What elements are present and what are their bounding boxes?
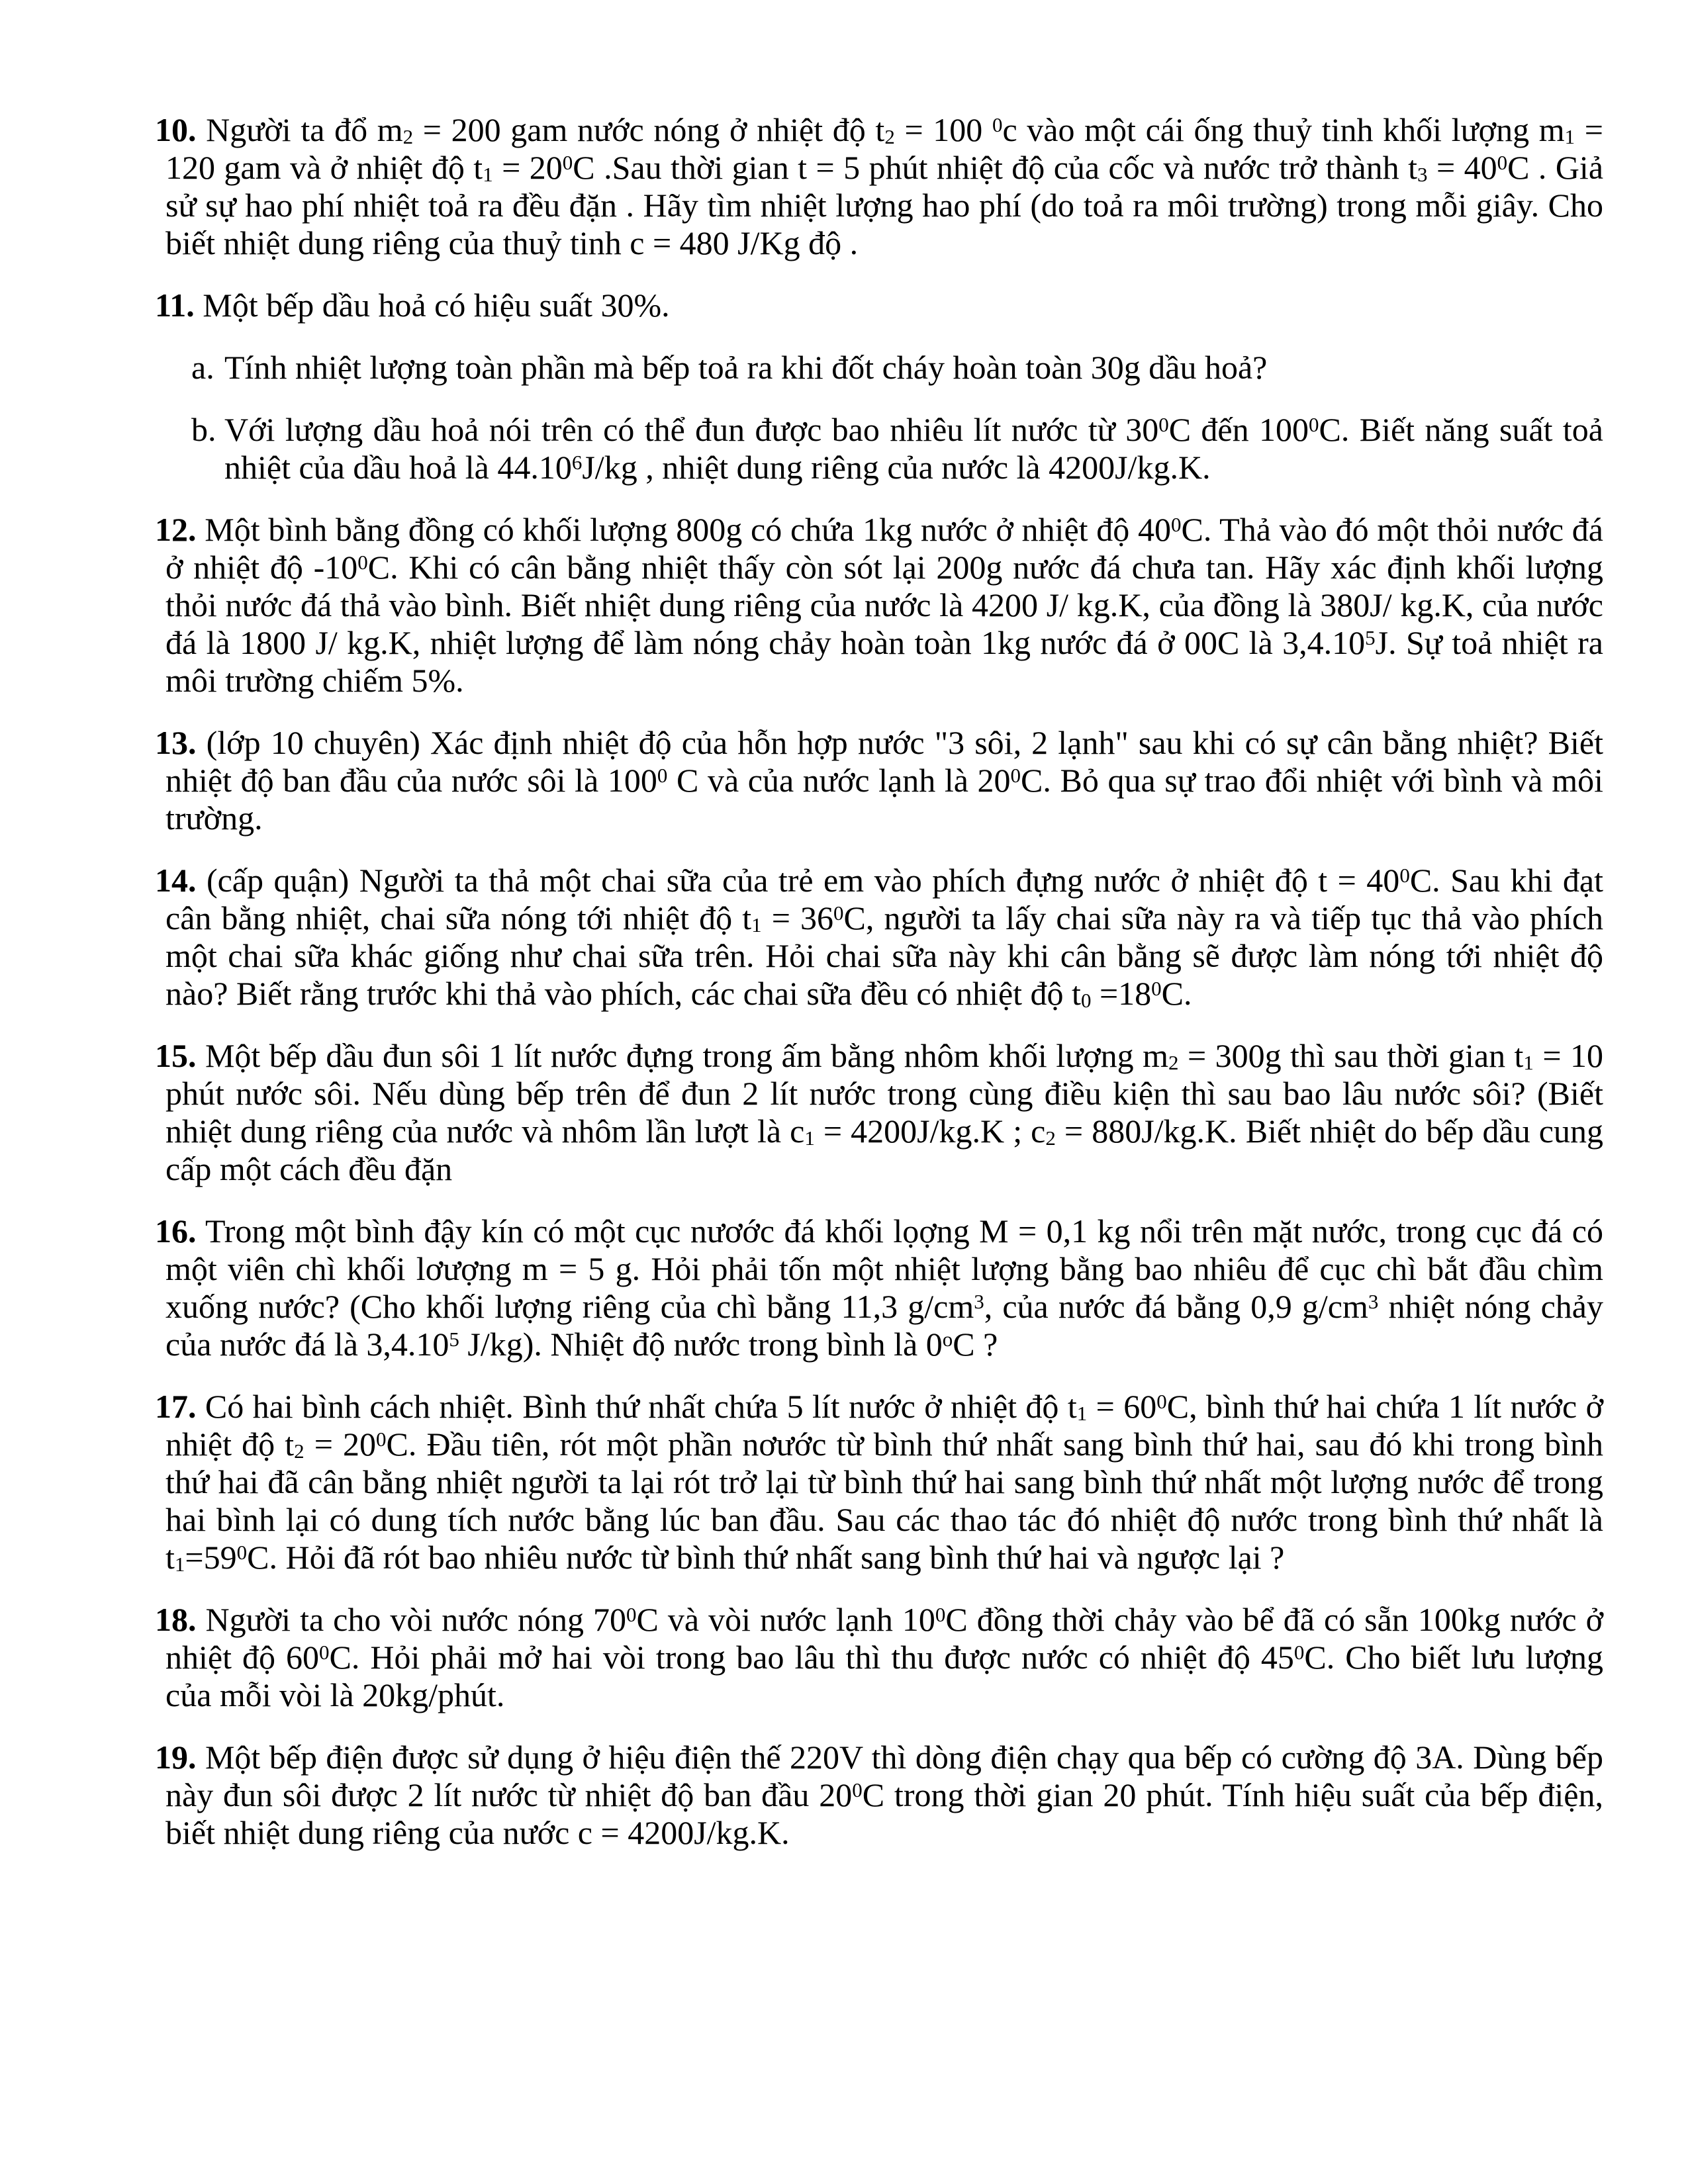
subitem-marker: b. (191, 411, 216, 448)
superscript-text: 0 (833, 901, 844, 925)
superscript-text: 0 (1151, 977, 1162, 1001)
problem-text: Trong một bình đậy kín có một cục nươớc đá khối lọợng M = 0,1 kg nổi trên mặt nước, trong cục đá có một viên chì khối lơượng m = 5 g. Hỏi phải tốn một nhiệt lượng bằng bao nhiêu để cục chì bắt đầu chìm xuống nước? (Cho khối lượng riêng của chì bằng 11,3 $g/cm^3$, của nước đá bằng 0,9 $g/cm^3$ nhiệt nóng chảy của nước đá là 3,4.10$^5$ J/kg). Nhiệt độ nước trong bình là 0$^o$C ? (165, 1212, 1604, 1363)
superscript-text: 3 (974, 1290, 984, 1314)
superscript-text: 0 (1158, 413, 1169, 437)
superscript-text: 0 (657, 764, 668, 788)
problem-text: Một bếp dầu hoả có hiệu suất 30%. (203, 287, 670, 324)
problem-item (155, 724, 1603, 837)
superscript-text: 0 (236, 1541, 248, 1565)
problem-number: 13. (155, 724, 197, 761)
superscript-text: 0 (992, 113, 1003, 137)
superscript-text: o (942, 1328, 953, 1351)
superscript-text: 0 (935, 1603, 946, 1627)
subscript-text: 2 (884, 125, 895, 149)
subscript-text: 1 (751, 913, 762, 937)
problem-subitem (155, 349, 1603, 387)
superscript-text: 0 (1156, 1390, 1167, 1414)
problem-item (155, 287, 1603, 324)
subscript-text: 2 (294, 1439, 305, 1463)
problem-number: 14. (155, 862, 197, 899)
superscript-text: 0 (562, 151, 573, 175)
subscript-text: 1 (1564, 125, 1575, 149)
subscript-text: 1 (483, 163, 493, 187)
problem-number: 12. (155, 511, 197, 548)
subitem-marker: a. (191, 349, 214, 386)
subscript-text: 2 (1168, 1051, 1179, 1075)
superscript-text: 0 (626, 1603, 637, 1627)
superscript-text: 0 (357, 551, 368, 574)
problem-item (155, 1601, 1603, 1714)
problem-number: 11. (155, 287, 195, 324)
subscript-text: 2 (402, 125, 414, 149)
problem-item (155, 511, 1603, 700)
subscript-text: 1 (174, 1553, 185, 1576)
superscript-text: 5 (449, 1328, 459, 1351)
problem-number: 18. (155, 1601, 197, 1638)
superscript-text: 5 (1365, 626, 1376, 650)
subscript-text: 1 (804, 1126, 815, 1150)
superscript-text: 0 (1309, 413, 1319, 437)
subitem-text: Tính nhiệt lượng toàn phần mà bếp toả ra khi đốt cháy hoàn toàn 30g dầu hoả? (224, 349, 1268, 386)
superscript-text: 0 (1171, 513, 1182, 537)
superscript-text: 0 (1399, 864, 1410, 887)
problem-number: 16. (155, 1212, 197, 1250)
problem-item (155, 862, 1603, 1013)
problem-text: Một bếp dầu đun sôi 1 lít nước đựng trong ấm bằng nhôm khối lượng $m_2 = 300g$ thì sau thời gian $t_1 = 10$ phút nước sôi. Nếu dùng bếp trên để đun 2 lít nước trong cùng điều kiện thì sau bao lâu nước sôi? (Biết nhiệt dung riêng của nước và nhôm lần lượt là $c_1 = 4200J/kg.K$ ; $c_2 = 880J/kg.K$. Biết nhiệt do bếp dầu cung cấp một cách đều đặn (165, 1037, 1603, 1187)
problem-number: 17. (155, 1388, 197, 1425)
superscript-text: 6 (571, 451, 583, 475)
subitem-text: Với lượng dầu hoả nói trên có thể đun được bao nhiêu lít nước từ $30^0C$ đến $100^0C$. Biết năng suất toả nhiệt của dầu hoả là 44.10$^6$J/kg , nhiệt dung riêng của nước là 4200J/kg.K. (224, 411, 1603, 486)
subscript-text: 0 (1080, 989, 1092, 1013)
problem-item (155, 1212, 1603, 1363)
problem-item (155, 1388, 1603, 1576)
superscript-text: 0 (1497, 151, 1508, 175)
problem-number: 19. (155, 1739, 197, 1776)
problem-number: 15. (155, 1037, 197, 1074)
problem-text: Một bình bằng đồng có khối lượng 800g có chứa 1kg nước ở nhiệt độ $40^0C$. Thả vào đó một thỏi nước đá ở nhiệt độ $-10^0C$. Khi có cân bằng nhiệt thấy còn sót lại 200g nước đá chưa tan. Hãy xác định khối lượng thỏi nước đá thả vào bình. Biết nhiệt dung riêng của nước là 4200 J/ kg.K, của đồng là 380J/ kg.K, của nước đá là 1800 J/ kg.K, nhiệt lượng để làm nóng chảy hoàn toàn 1kg nước đá ở 00C là 3,4.10$^5$J. Sự toả nhiệt ra môi trường chiếm 5%. (165, 511, 1603, 699)
problem-text: Có hai bình cách nhiệt. Bình thứ nhất chứa 5 lít nước ở nhiệt độ $t_1 = 60^0C$, bình thứ hai chứa 1 lít nước ở nhiệt độ $t_2 = 20^0C$. Đầu tiên, rót một phần nơước từ bình thứ nhất sang bình thứ hai, sau đó khi trong bình thứ hai đã cân bằng nhiệt người ta lại rót trở lại từ bình thứ hai sang bình thứ nhất một lượng nước để trong hai bình lại có dung tích nước bằng lúc ban đầu. Sau các thao tác đó nhiệt độ nước trong bình thứ nhất là $t_1=59^0C$. Hỏi đã rót bao nhiêu nước từ bình thứ nhất sang bình thứ hai và ngược lại ? (165, 1388, 1604, 1576)
problem-text: Một bếp điện được sử dụng ở hiệu điện thế 220V thì dòng điện chạy qua bếp có cường độ 3A. Dùng bếp này đun sôi được 2 lít nước từ nhiệt độ ban đầu $20^0C$ trong thời gian 20 phút. Tính hiệu suất của bếp điện, biết nhiệt dung riêng của nước c = 4200J/kg.K. (165, 1739, 1603, 1851)
superscript-text: 0 (318, 1641, 330, 1664)
problem-number: 10. (155, 111, 197, 148)
superscript-text: 0 (852, 1778, 863, 1802)
problem-text: (lớp 10 chuyên) Xác định nhiệt độ của hỗn hợp nước "3 sôi, 2 lạnh" sau khi có sự cân bằng nhiệt? Biết nhiệt độ ban đầu của nước sôi là $100^0$ C và của nước lạnh là $20^0C$. Bỏ qua sự trao đổi nhiệt với bình và môi trường. (165, 724, 1603, 837)
subscript-text: 3 (1417, 163, 1428, 187)
superscript-text: 0 (376, 1428, 387, 1451)
superscript-text: 3 (1368, 1290, 1379, 1314)
problem-item (155, 1037, 1603, 1188)
problem-text: (cấp quận) Người ta thả một chai sữa của trẻ em vào phích đựng nước ở nhiệt độ $t = 40^0C$. Sau khi đạt cân bằng nhiệt, chai sữa nóng tới nhiệt độ $t_1 = 36^0C$, người ta lấy chai sữa này ra và tiếp tục thả vào phích một chai sữa khác giống như chai sữa trên. Hỏi chai sữa này khi cân bằng sẽ được làm nóng tới nhiệt độ nào? Biết rằng trước khi thả vào phích, các chai sữa đều có nhiệt độ $t_0 =18^0C$. (165, 862, 1604, 1013)
problem-subitem (155, 411, 1603, 486)
subscript-text: 1 (1076, 1402, 1088, 1426)
subscript-text: 1 (1523, 1051, 1534, 1075)
problem-text: Người ta đổ $m_2 = 200$ gam nước nóng ở nhiệt độ $t_2 = 100$ $^0$c vào một cái ống thuỷ tinh khối lượng $m_1 = 120$ gam và ở nhiệt độ $t_1 = 20^0C$ .Sau thời gian t = 5 phút nhiệt độ của cốc và nước trở thành $t_3 = 40^0C$ . Giả sử sự hao phí nhiệt toả ra đều đặn . Hãy tìm nhiệt lượng hao phí (do toả ra môi trường) trong mỗi giây. Cho biết nhiệt dung riêng của thuỷ tinh c = 480 J/Kg độ . (165, 111, 1604, 261)
problem-item (155, 1739, 1603, 1852)
problems-list (155, 111, 1603, 1852)
superscript-text: 0 (1293, 1641, 1305, 1664)
problem-item (155, 111, 1603, 262)
subscript-text: 2 (1045, 1126, 1056, 1150)
superscript-text: 0 (1010, 764, 1021, 788)
problem-text: Người ta cho vòi nước nóng $70^0C$ và vòi nước lạnh $10^0C$ đồng thời chảy vào bể đã có sẵn 100kg nước ở nhiệt độ $60^0C$. Hỏi phải mở hai vòi trong bao lâu thì thu được nước có nhiệt độ $45^0C$. Cho biết lưu lượng của mỗi vòi là 20kg/phút. (165, 1601, 1604, 1713)
